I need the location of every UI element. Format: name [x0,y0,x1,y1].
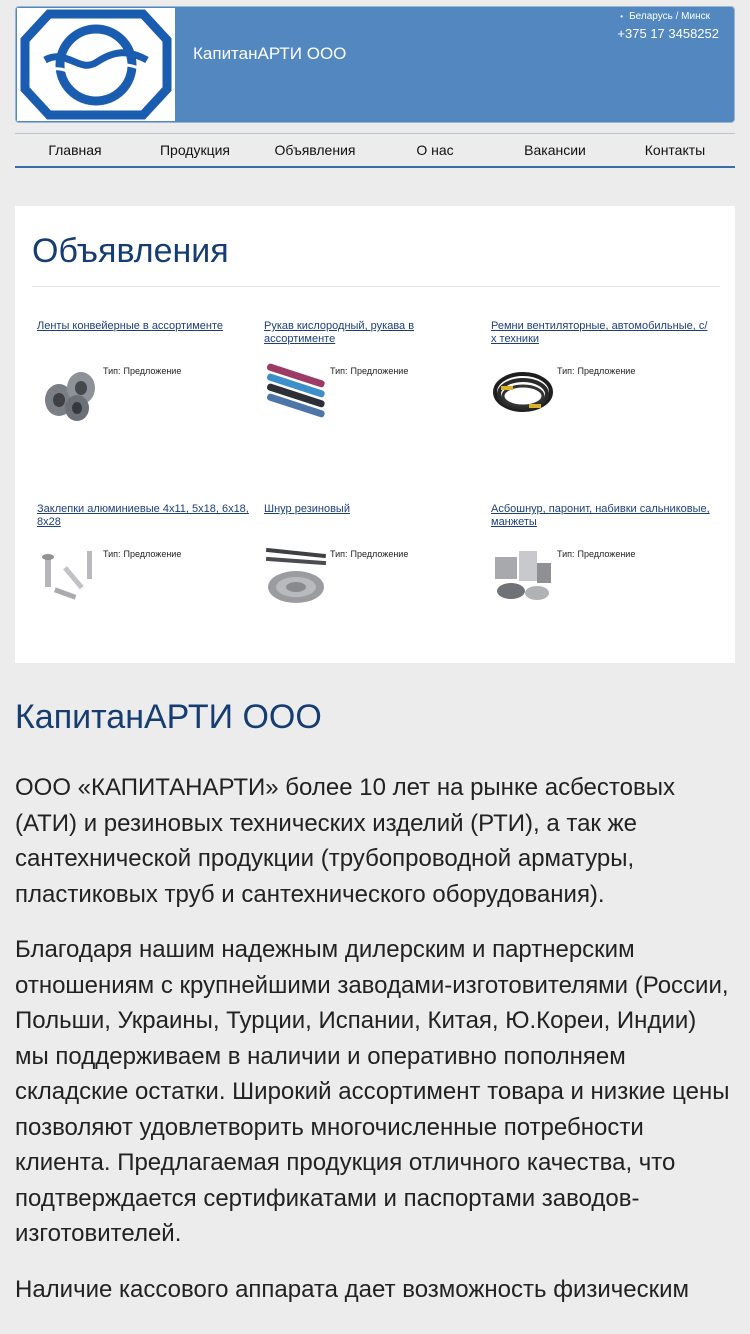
ad-title-link[interactable]: Рукав кислородный, рукава в ассортименте [264,320,415,345]
ad-type-value: Предложение [123,366,182,376]
main-nav [15,133,735,168]
region-text: Беларусь / Минск [629,11,710,22]
phone-number[interactable]: +375 17 3458252 [617,26,719,41]
ad-title-link[interactable]: Ленты конвейерные в ассортименте [37,320,224,332]
ad-type-label: Тип: [557,366,575,376]
ad-item [37,503,257,559]
ad-type-label: Тип: [330,549,348,559]
about-title: КапитанАРТИ ООО [15,698,322,736]
ad-type-label: Тип: [103,366,121,376]
logo-icon [17,8,175,121]
ad-item [491,503,711,559]
ad-title-link[interactable]: Асбошнур, паронит, набивки сальниковые, манжеты [491,503,710,528]
ad-type [103,366,181,376]
ad-type [330,366,408,376]
about-paragraph: Благодаря нашим надежным дилерским и партнерским отношениям с крупнейшими заводами-изготовителями (России, Польши, Украины, Турции, Испании, Китая, Ю.Кореи, Индии) мы поддерживаем в наличии и оперативно пополняем складские остатки. Широкий ассортимент товара и низкие цены позволяют удовлетворить многочисленные потребности клиента. Предлагаемая продукция отличного качества, что подтверждается сертификатами и паспортами заводов-изготовителей. [15,936,730,1247]
conveyor-belts-image[interactable] [37,360,101,424]
ad-title-link[interactable]: Заклепки алюминиевые 4х11, 5х18, 6х18, 8х28 [37,503,249,528]
rivets-image[interactable] [37,543,101,607]
ad-title-link[interactable]: Ремни вентиляторные, автомобильные, с/х техники [491,320,708,345]
ad-type [330,549,408,559]
nav-item-ads[interactable]: Объявления [274,142,356,158]
company-name[interactable]: КапитанАРТИ ООО [193,44,347,63]
region-label [620,11,710,22]
ad-type-value: Предложение [123,549,182,559]
ad-type-value: Предложение [350,549,409,559]
about-paragraph: ООО «КАПИТАНАРТИ» более 10 лет на рынке асбестовых (АТИ) и резиновых технических изделий (РТИ), а так же сантехнической продукции (трубопроводной арматуры, пластиковых труб и сантехнического оборудования). [15,774,675,908]
divider [32,286,720,287]
nav-item-products[interactable]: Продукция [159,142,231,158]
nav-item-vacancies[interactable]: Вакансии [524,142,586,158]
rubber-cord-image[interactable] [264,543,328,607]
ad-type-label: Тип: [103,549,121,559]
ad-item [491,320,711,376]
nav-item-about[interactable]: О нас [416,142,454,158]
site-header [15,6,735,123]
ad-item [37,320,257,376]
company-logo[interactable] [17,8,175,121]
ad-type-value: Предложение [577,549,636,559]
ad-type [103,549,181,559]
ad-item [264,320,484,376]
hoses-image[interactable] [264,360,328,424]
nav-item-home[interactable]: Главная [48,142,102,158]
ad-type-value: Предложение [577,366,636,376]
ad-type-label: Тип: [557,549,575,559]
bullet-icon: • [620,12,624,21]
ad-type-value: Предложение [350,366,409,376]
ad-type [557,549,635,559]
packing-image[interactable] [491,543,555,607]
belts-image[interactable] [491,360,555,424]
ad-type [557,366,635,376]
ads-panel [15,206,735,663]
ads-title: Объявления [32,232,229,270]
ad-type-label: Тип: [330,366,348,376]
about-text [15,770,730,1327]
nav-item-contacts[interactable]: Контакты [644,142,706,158]
about-paragraph: Наличие кассового аппарата дает возможность физическим [15,1275,690,1303]
ad-item [264,503,484,559]
ad-title-link[interactable]: Шнур резиновый [264,503,350,515]
